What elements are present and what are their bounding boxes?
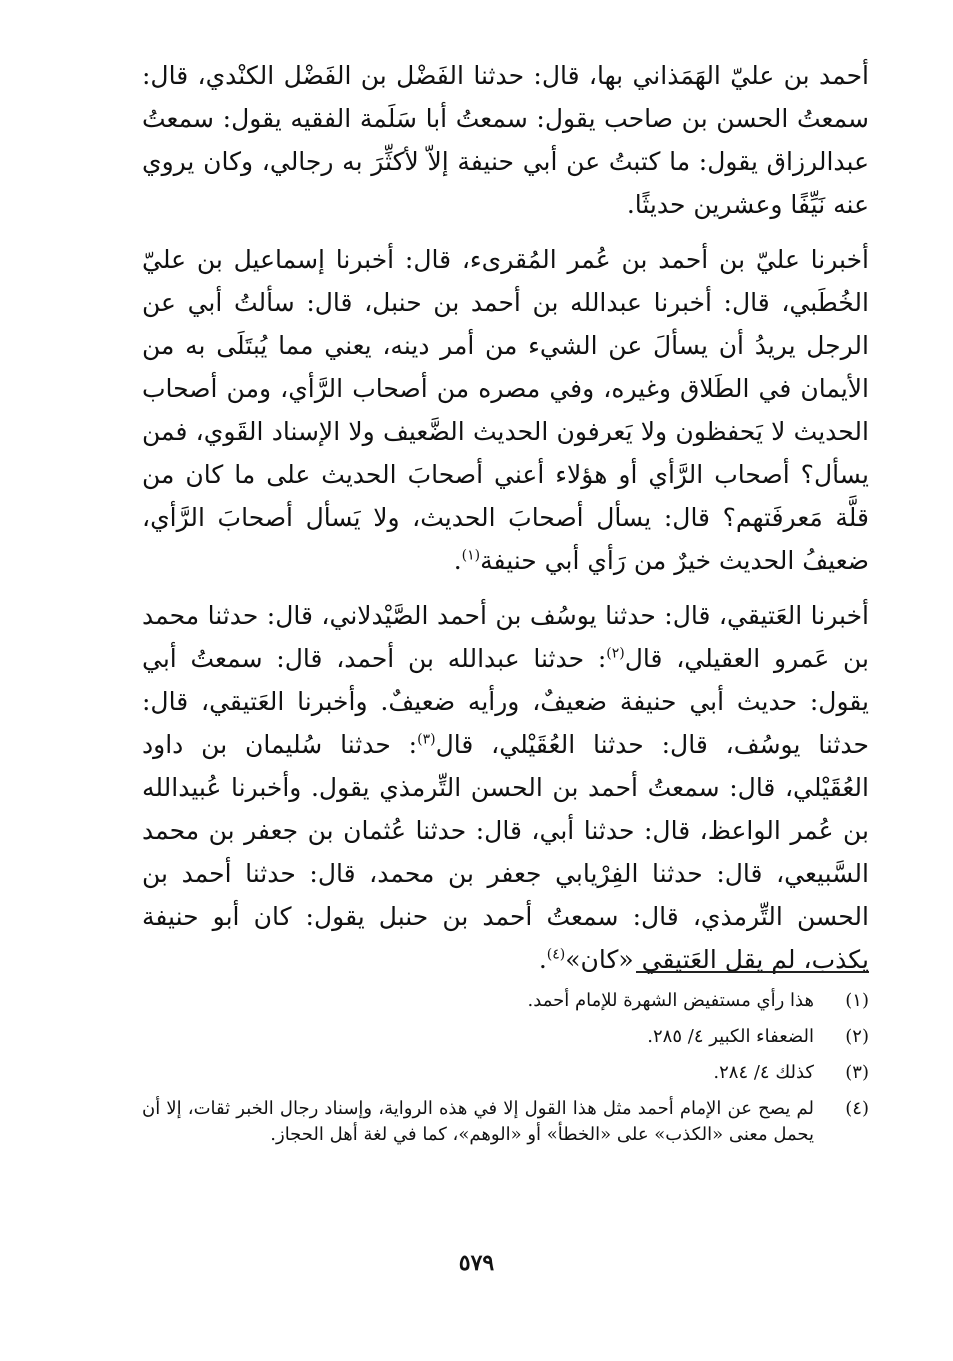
paragraph-text: .: [538, 945, 547, 974]
footnote-number: (٣): [845, 1062, 869, 1083]
paragraph-text: .: [453, 546, 462, 575]
paragraph: [142, 238, 869, 582]
footnote-number: (٢): [845, 1026, 869, 1047]
paragraph: [142, 54, 869, 226]
footnotes: [142, 988, 869, 1158]
footnote-number: (١): [845, 990, 869, 1011]
footnote-text: لم يصح عن الإمام أحمد مثل هذا القول إلا في هذه الرواية، وإسناد رجال الخبر ثقات، إلا أن يحمل معنى «الكذب» على «الخطأ» أو «الوهم»، كما في لغة أهل الحجاز.: [142, 1098, 814, 1145]
paragraph-text: أخبرنا عليّ بن أحمد بن عُمر المُقرىء، قال: أخبرنا إسماعيل بن عليّ الخُطَبي، قال: أخبرنا عبدالله بن أحمد بن حنبل، قال: سألتُ أبي عن الرجل يريدُ أن يسألَ عن الشيء من أمر دينه، يعني مما يُبتَلَى به من الأيمان في الطَلاق وغيره، وفي مصره من أصحاب الرَّأي، ومن أصحاب الحديث لا يَحفظون ولا يَعرفون الحديث الضَّعيف ولا الإسناد القَوي، فمن يسأل؟ أصحاب الرَّأي أو هؤلاء أعني أصحابَ الحديث على ما كان من قلَّة مَعرفَتهم؟ قال: يسأل أصحابَ الحديث، ولا يَسأل أصحابَ الرَّأي، ضعيفُ الحديث خيرٌ من رَأي أبي حنيفة: [142, 245, 869, 575]
paragraph-text: : حدثنا عبدالله بن أحمد، قال: سمعتُ أبي يقول: حديث أبي حنيفة ضعيفٌ، ورأيه ضعيفٌ. وأخبرنا العَتيقي، قال: حدثنا يوسُف، قال: حدثنا العُقَيْلي، قال: [142, 644, 869, 759]
page-number: ٥٧٩: [458, 1250, 495, 1276]
footnote-text: الضعفاء الكبير ٤/ ٢٨٥.: [647, 1026, 814, 1047]
footnote-text: هذا رأي مستفيض الشهرة للإمام أحمد.: [527, 990, 814, 1011]
footnote: [142, 1060, 869, 1086]
footnote-reference: (٢): [606, 645, 625, 662]
paragraph-text: أخبرنا العَتيقي، قال: حدثنا يوسُف بن أحمد الصَّيْدلاني، قال: حدثنا محمد بن عَمرو العقيلي، قال: [142, 601, 869, 673]
footnote: [142, 1096, 869, 1148]
paragraph-text: : حدثنا سُليمان بن داود العُقَيْلي، قال: سمعتُ أحمد بن الحسن التِّرمذي يقول. وأخبرنا عُبيدالله بن عُمر الواعظ، قال: حدثنا أبي، قال: حدثنا عُثمان بن جعفر بن محمد السَّبيعي، قال: حدثنا الفِرْيابي جعفر بن محمد، قال: حدثنا أحمد بن الحسن التِّرمذي، قال: سمعتُ أحمد بن حنبل يقول: كان أبو حنيفة يكذب، لم يقل العَتيقي «كان»: [142, 730, 869, 974]
footnote-reference: (٣): [417, 731, 436, 748]
main-text: [142, 54, 869, 993]
paragraph: [142, 594, 869, 981]
footnote: [142, 1024, 869, 1050]
footnote-reference: (١): [461, 547, 481, 564]
footnote-separator: [636, 971, 869, 973]
footnote-number: (٤): [845, 1098, 869, 1119]
footnote-reference: (٤): [546, 946, 566, 963]
paragraph-text: أحمد بن عليّ الهَمَذاني بها، قال: حدثنا الفَضْل بن الفَضْل الكنْدي، قال: سمعتُ الحسن بن صاحب يقول: سمعتُ أبا سَلَمة الفقيه يقول: سمعتُ عبدالرزاق يقول: ما كتبتُ عن أبي حنيفة إلاّ لأكثِّرَ به رجالي، وكان يروي عنه نَيِّفًا وعشرين حديثًا.: [142, 61, 869, 219]
footnote-text: كذلك ٤/ ٢٨٤.: [713, 1062, 814, 1083]
footnote: [142, 988, 869, 1014]
